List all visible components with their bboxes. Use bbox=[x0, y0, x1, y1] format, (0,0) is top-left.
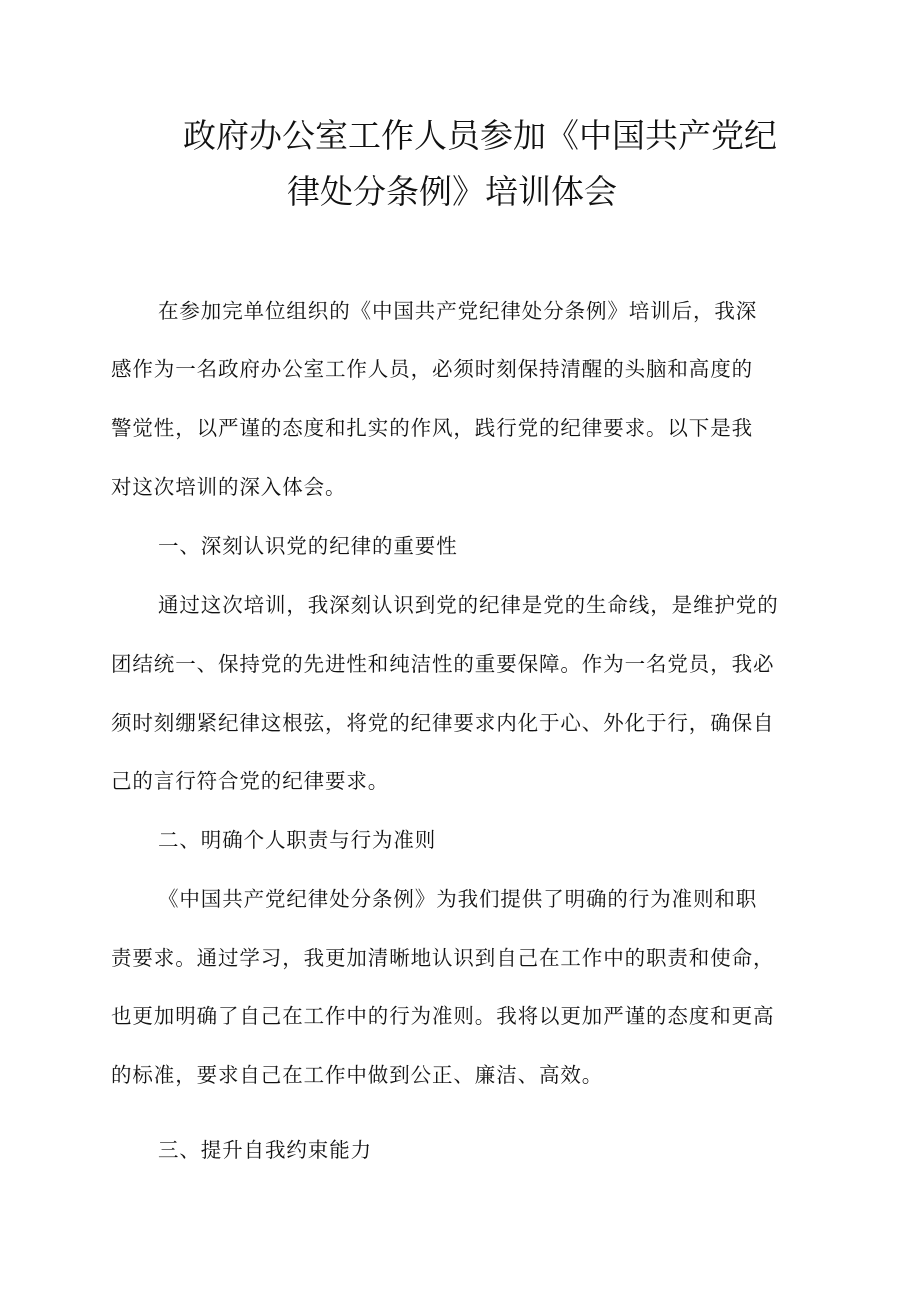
section-1-line-4: 己的言行符合党的纪律要求。 bbox=[111, 769, 390, 793]
section-3-heading: 三、提升自我约束能力 bbox=[158, 1138, 372, 1162]
section-2-line-4: 的标准，要求自己在工作中做到公正、廉洁、高效。 bbox=[111, 1063, 604, 1087]
section-1-heading: 一、深刻认识党的纪律的重要性 bbox=[158, 534, 458, 558]
intro-line-4: 对这次培训的深入体会。 bbox=[111, 475, 347, 499]
intro-line-3: 警觉性，以严谨的态度和扎实的作风，践行党的纪律要求。以下是我 bbox=[111, 416, 753, 440]
section-2-line-1: 《中国共产党纪律处分条例》为我们提供了明确的行为准则和职 bbox=[158, 887, 758, 911]
document-title-line-1: 政府办公室工作人员参加《中国共产党纪 bbox=[183, 116, 777, 155]
section-2-line-3: 也更加明确了自己在工作中的行为准则。我将以更加严谨的态度和更高 bbox=[111, 1004, 775, 1028]
section-1-line-2: 团结统一、保持党的先进性和纯洁性的重要保障。作为一名党员，我必 bbox=[111, 652, 775, 676]
intro-line-2: 感作为一名政府办公室工作人员，必须时刻保持清醒的头脑和高度的 bbox=[111, 357, 753, 381]
section-2-heading: 二、明确个人职责与行为准则 bbox=[158, 828, 437, 852]
document-title-line-2: 律处分条例》培训体会 bbox=[287, 172, 617, 211]
intro-line-1: 在参加完单位组织的《中国共产党纪律处分条例》培训后，我深 bbox=[158, 299, 758, 323]
section-2-line-2: 责要求。通过学习，我更加清晰地认识到自己在工作中的职责和使命， bbox=[111, 946, 775, 970]
section-1-line-3: 须时刻绷紧纪律这根弦，将党的纪律要求内化于心、外化于行，确保自 bbox=[111, 711, 775, 735]
section-1-line-1: 通过这次培训，我深刻认识到党的纪律是党的生命线，是维护党的 bbox=[158, 593, 779, 617]
